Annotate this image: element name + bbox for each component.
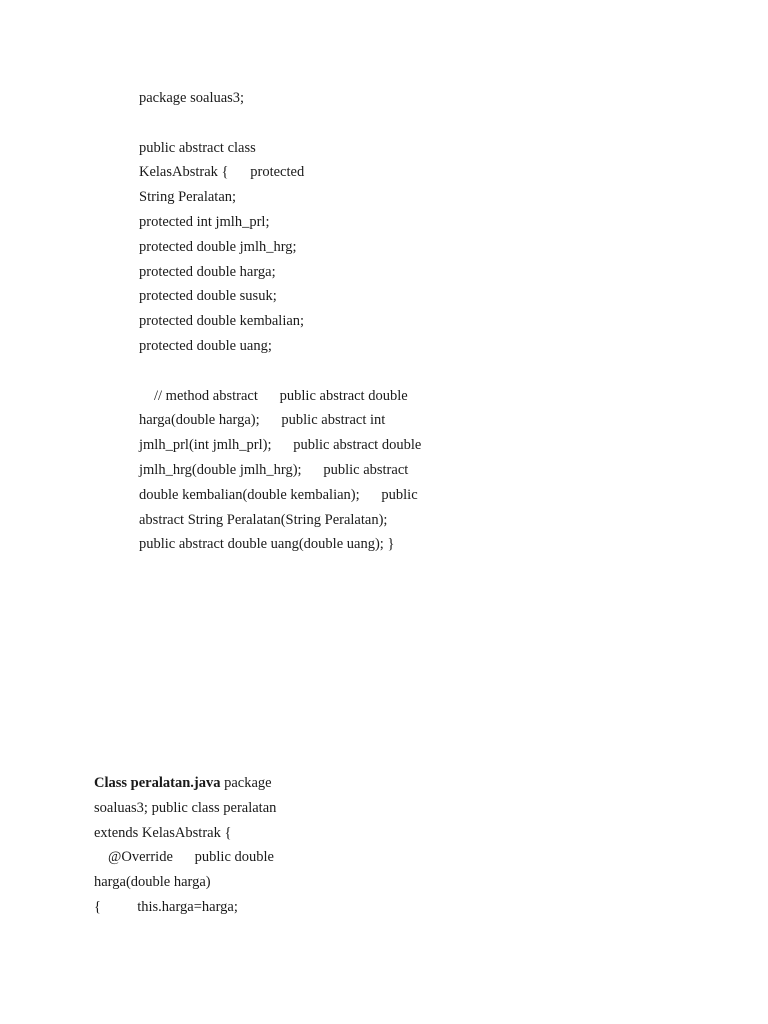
code-line: String Peralatan; [139, 189, 237, 206]
code-line: harga(double harga) [94, 874, 211, 891]
code-line: public abstract class [139, 139, 256, 156]
code-comment-line: // method abstract public abstract double [154, 387, 408, 404]
blank-line [139, 359, 559, 384]
code-block-kelas-abstrak [139, 86, 559, 557]
code-line: protected double jmlh_hrg; [139, 238, 297, 255]
code-line: soaluas3; public class peralatan [94, 799, 277, 816]
section-heading-line [94, 771, 514, 796]
code-line: double kembalian(double kembalian); public [139, 486, 418, 503]
code-line: { this.harga=harga; [94, 898, 238, 915]
code-line: protected double susuk; [139, 288, 277, 305]
code-line: harga(double harga); public abstract int [139, 412, 386, 429]
code-line: KelasAbstrak { protected [139, 164, 305, 181]
code-line: jmlh_prl(int jmlh_prl); public abstract double [139, 437, 422, 454]
code-line: package soaluas3; [139, 90, 245, 106]
code-line: @Override public double [108, 849, 274, 866]
code-line: protected double uang; [139, 337, 272, 354]
blank-line [139, 111, 559, 136]
code-line: jmlh_hrg(double jmlh_hrg); public abstract [139, 461, 409, 478]
code-line: public abstract double uang(double uang); } [139, 536, 395, 553]
code-line: extends KelasAbstrak { [94, 824, 232, 841]
code-line: protected int jmlh_prl; [139, 213, 270, 230]
code-line: protected double kembalian; [139, 313, 305, 330]
code-block-peralatan [94, 771, 514, 920]
code-line: abstract String Peralatan(String Peralatan); [139, 511, 388, 528]
code-text: package [220, 775, 272, 791]
section-heading: Class peralatan.java [94, 775, 221, 791]
code-line: protected double harga; [139, 263, 276, 280]
